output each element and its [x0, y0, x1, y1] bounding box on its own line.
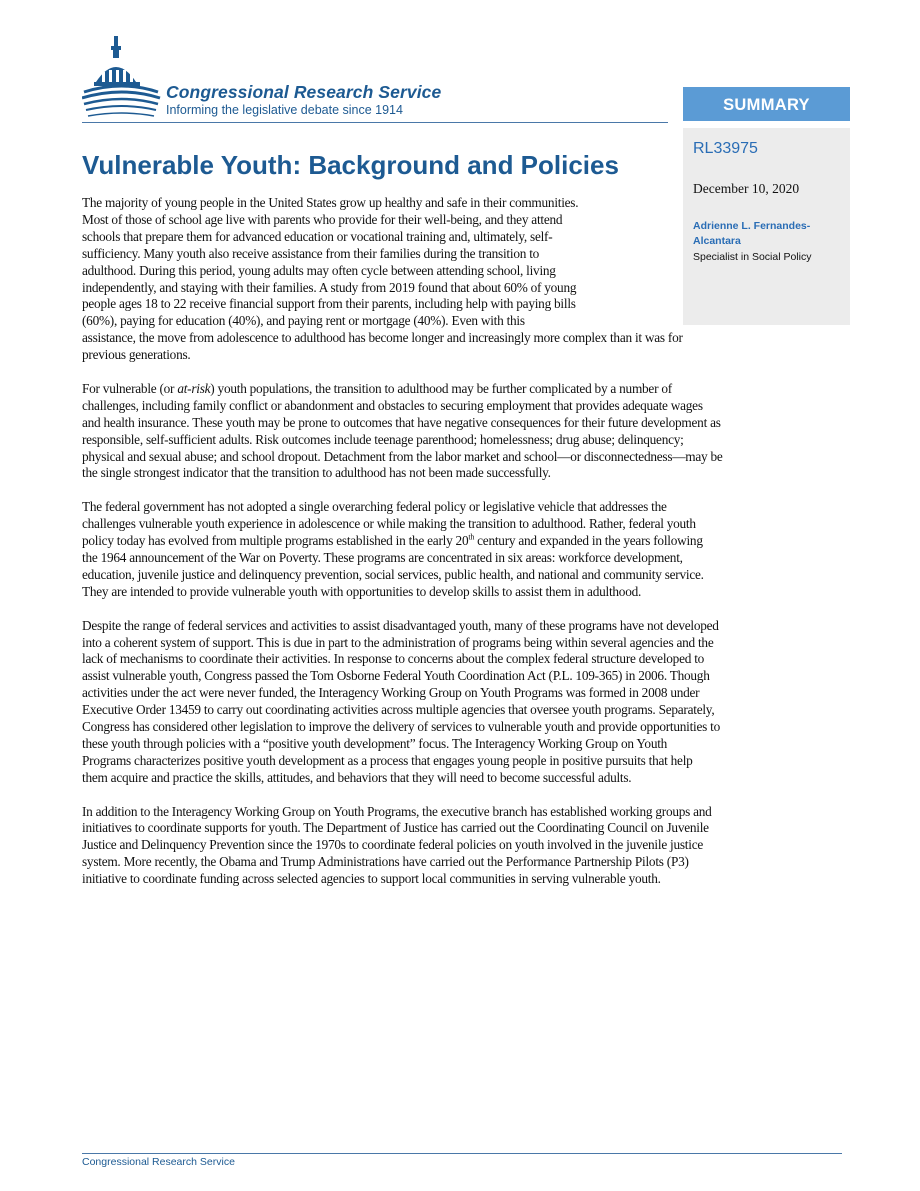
header-divider: [82, 122, 668, 123]
footer-divider: [82, 1153, 842, 1154]
text-line: them acquire and practice the skills, attitudes, and behaviors that they will need to become successful adults.: [82, 769, 632, 785]
text-line: challenges vulnerable youth experience in adolescence or while making the transition to adulthood. Rather, federal youth: [82, 516, 696, 532]
org-name: Congressional Research Service: [166, 82, 442, 102]
text-line: assistance, the move from adolescence to adulthood has become longer and increasingly more complex than it was for: [82, 330, 683, 346]
crs-logo: [82, 34, 682, 126]
report-date: December 10, 2020: [693, 181, 800, 196]
text-line: They are intended to provide vulnerable youth with opportunities to develop skills to assist them in adulthood.: [82, 583, 642, 599]
text-line: these youth through policies with a “positive youth development” focus. The Interagency Working Group on Youth: [82, 735, 668, 751]
text-line: responsible, self-sufficient adults. Risk outcomes include teenage parenthood; homelessness; drug abuse; delinquency;: [82, 431, 684, 447]
text-line: The majority of young people in the United States grow up healthy and safe in their communities.: [82, 195, 579, 210]
text-line: previous generations.: [82, 347, 191, 363]
text-line: Congress has considered other legislation to improve the delivery of services to vulnerable youth and provide opportunities to: [82, 719, 720, 735]
text-line: the single strongest indicator that the transition to adulthood has not been made successfully.: [82, 465, 551, 481]
summary-tab: SUMMARY: [683, 87, 850, 121]
text-line: challenges, including family conflict or abandonment and obstacles to securing employment that provides adequate wages: [82, 397, 703, 413]
text-line: lack of mechanisms to coordinate their activities. In response to concerns about the complex federal structure developed to: [82, 651, 705, 667]
text-line: activities under the act were never funded, the Interagency Working Group on Youth Programs was formed in 2008 under: [82, 685, 700, 701]
text-line: Despite the range of federal services and activities to assist disadvantaged youth, many of these programs have not developed: [82, 617, 719, 633]
report-title: Vulnerable Youth: Background and Policies: [82, 150, 619, 180]
author-name-line1: Adrienne L. Fernandes-: [693, 220, 811, 232]
capitol-dome-icon: [82, 34, 162, 124]
text-line: into a coherent system of support. This is due in part to the administration of programs being within several agencies and the: [82, 634, 714, 650]
paragraph: [82, 499, 844, 600]
org-tagline: Informing the legislative debate since 1914: [166, 103, 403, 117]
text-line: sufficiency. Many youth also receive assistance from their families during the transition to: [82, 245, 540, 261]
text-line: education, juvenile justice and delinquency prevention, social services, public health, and national and community service.: [82, 566, 704, 582]
text-line: policy today has evolved from multiple programs established in the early 20th century and expanded in the years following: [82, 532, 703, 549]
author-name-line2: Alcantara: [693, 235, 741, 247]
text-line: In addition to the Interagency Working Group on Youth Programs, the executive branch has established working groups and: [82, 803, 712, 819]
text-line: The federal government has not adopted a single overarching federal policy or legislative vehicle that addresses the: [82, 499, 667, 515]
italic-term: at-risk: [177, 380, 211, 396]
text-line: For vulnerable (or at-risk) youth populations, the transition to adulthood may be further complicated by a number of: [82, 380, 672, 396]
text-line: Most of those of school age live with parents who provide for their well-being, and they attend: [82, 211, 563, 227]
superscript: th: [468, 532, 475, 542]
text-line: assist vulnerable youth, Congress passed the Tom Osborne Federal Youth Coordination Act (P.L. 109-365) in 2006. Though: [82, 668, 710, 684]
text-line: system. More recently, the Obama and Trump Administrations have carried out the Performance Partnership Pilots (P3): [82, 854, 689, 870]
text-line: Programs characterizes positive youth development as a process that engages young people in positive pursuits that help: [82, 752, 693, 768]
text-line: Executive Order 13459 to carry out coordinating activities across multiple agencies that oversee youth programs. Separately,: [82, 702, 715, 718]
text-line: Justice and Delinquency Prevention since the 1970s to coordinate federal policies on youth involved in the juvenile justice: [82, 837, 703, 853]
text-line: initiative to coordinate funding across selected agencies to support local communities in serving vulnerable youth.: [82, 871, 661, 887]
report-number: RL33975: [693, 140, 758, 157]
text-line: adulthood. During this period, young adults may often cycle between attending school, living: [82, 262, 556, 278]
paragraph: [82, 195, 844, 364]
text-line: the 1964 announcement of the War on Poverty. These programs are concentrated in six areas: workforce development,: [82, 550, 683, 565]
author-title: Specialist in Social Policy: [693, 251, 812, 263]
text-line: initiatives to coordinate supports for youth. The Department of Justice has carried out the Coordinating Council on Juvenile: [82, 820, 709, 836]
text-line: people ages 18 to 22 receive financial support from their parents, including help with paying bills: [82, 296, 576, 312]
text-line: (60%), paying for education (40%), and paying rent or mortgage (40%). Even with this: [82, 313, 525, 329]
text-line: schools that prepare them for advanced education or vocational training and, ultimately, self-: [82, 228, 553, 244]
paragraph: [82, 618, 844, 787]
footer-org-name: Congressional Research Service: [82, 1156, 235, 1168]
text-line: and health insurance. These youth may be prone to outcomes that have negative consequences for their future development as: [82, 414, 721, 430]
text-line: independently, and staying with their families. A study from 2019 found that about 60% of young: [82, 279, 577, 295]
text-line: physical and sexual abuse; and school dropout. Detachment from the labor market and school—or disconnectedness—may be: [82, 448, 723, 464]
paragraph: [82, 804, 844, 889]
summary-body: [82, 195, 844, 888]
paragraph: [82, 381, 844, 482]
